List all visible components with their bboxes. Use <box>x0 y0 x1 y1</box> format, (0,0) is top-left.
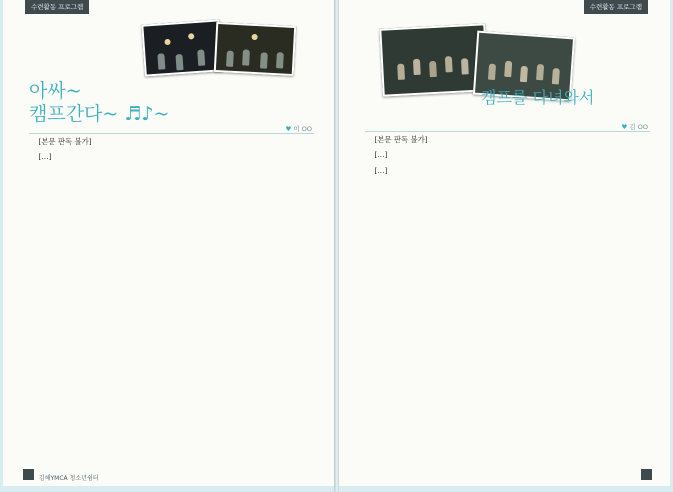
page-title-right: 캠프를 다녀와서 <box>481 88 595 107</box>
section-tag-right: 수련활동 프로그램 <box>584 0 648 14</box>
author-left <box>286 124 312 133</box>
paragraph: […] <box>38 152 52 162</box>
section-tag-left: 수련활동 프로그램 <box>25 0 89 14</box>
author-name-left: 이 OO <box>293 125 312 133</box>
heart-icon: ♥ <box>621 123 628 131</box>
page-title-left: 아싸~ 캠프간다~ ♬♪~ <box>29 80 170 125</box>
paragraph: [본문 판독 불가] <box>374 135 428 144</box>
paragraph: […] <box>374 165 388 175</box>
paragraph: […] <box>374 150 388 160</box>
heart-icon: ♥ <box>285 125 292 133</box>
author-right <box>622 122 648 131</box>
group-night-photo <box>214 22 297 76</box>
body-text-left <box>31 137 314 168</box>
right-page <box>339 0 670 486</box>
page-number-right <box>641 469 652 480</box>
divider-left <box>29 133 314 134</box>
author-name-right: 김 OO <box>629 123 648 131</box>
footer-left <box>23 469 99 482</box>
paragraph: [본문 판독 불가] <box>38 137 92 146</box>
group-photo-outdoor <box>379 23 488 96</box>
left-page <box>3 0 334 486</box>
footer-label-left: 김해YMCA 청소년쉼터 <box>38 475 99 482</box>
body-text-right <box>367 135 650 181</box>
campfire-photo <box>141 19 222 76</box>
divider-right <box>365 131 650 132</box>
footer-right <box>638 469 652 482</box>
page-number-left <box>23 469 34 480</box>
